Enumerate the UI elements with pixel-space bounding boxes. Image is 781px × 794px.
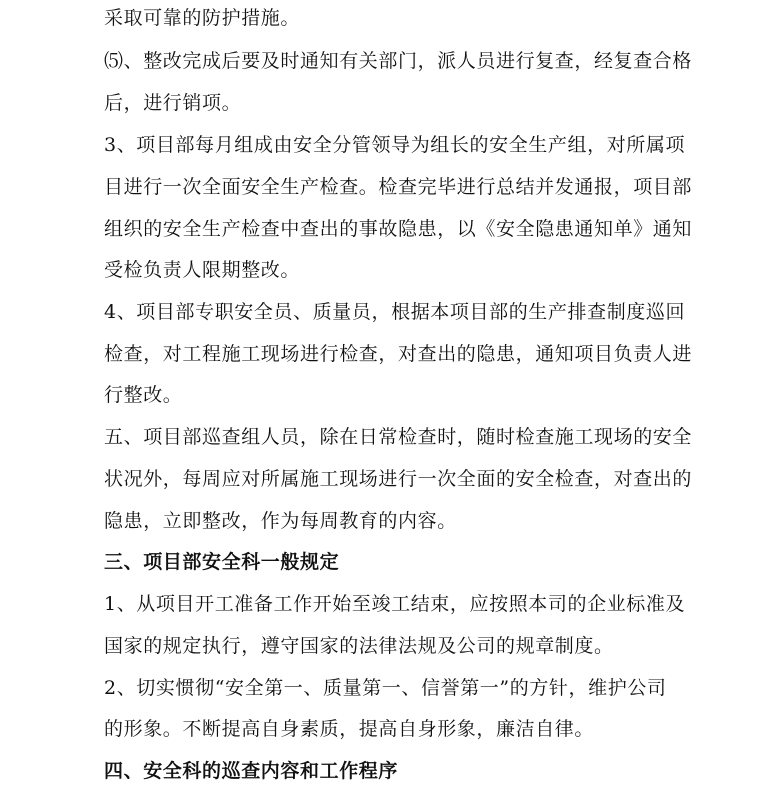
paragraph-line: 组织的安全生产检查中查出的事故隐患，以《安全隐患通知单》通知 <box>104 218 693 240</box>
paragraph-line: 目进行一次全面安全生产检查。检查完毕进行总结并发通报，项目部 <box>104 176 693 198</box>
paragraph-line: 1、从项目开工准备工作开始至竣工结束，应按照本司的企业标准及 <box>104 593 686 615</box>
paragraph-line: 隐患，立即整改，作为每周教育的内容。 <box>104 510 457 532</box>
paragraph-line: 五、项目部巡查组人员，除在日常检查时，随时检查施工现场的安全 <box>104 426 693 448</box>
paragraph-line: 4、项目部专职安全员、质量员，根据本项目部的生产排查制度巡回 <box>104 301 686 323</box>
paragraph-line: 2、切实惯彻“安全第一、质量第一、信誉第一”的方针，维护公司 <box>104 677 667 699</box>
paragraph-line: 受检负责人限期整改。 <box>104 259 301 281</box>
section-heading: 四、安全科的巡查内容和工作程序 <box>104 760 399 782</box>
paragraph-line: 3、项目部每月组成由安全分管领导为组长的安全生产组，对所属项 <box>104 134 686 156</box>
paragraph-line: 采取可靠的防护措施。 <box>104 7 301 29</box>
paragraph-line: ⑸、整改完成后要及时通知有关部门，派人员进行复查，经复查合格 <box>104 50 693 72</box>
paragraph-line: 国家的规定执行，遵守国家的法律法规及公司的规章制度。 <box>104 635 614 657</box>
paragraph-line: 的形象。不断提高自身素质，提高自身形象，廉洁自律。 <box>104 718 595 740</box>
paragraph-line: 检查，对工程施工现场进行检查，对查出的隐患，通知项目负责人进 <box>104 343 693 365</box>
paragraph-line: 行整改。 <box>104 384 183 406</box>
section-heading: 三、项目部安全科一般规定 <box>104 551 340 573</box>
paragraph-line: 状况外，每周应对所属施工现场进行一次全面的安全检查，对查出的 <box>104 468 693 490</box>
paragraph-line: 后，进行销项。 <box>104 92 242 114</box>
